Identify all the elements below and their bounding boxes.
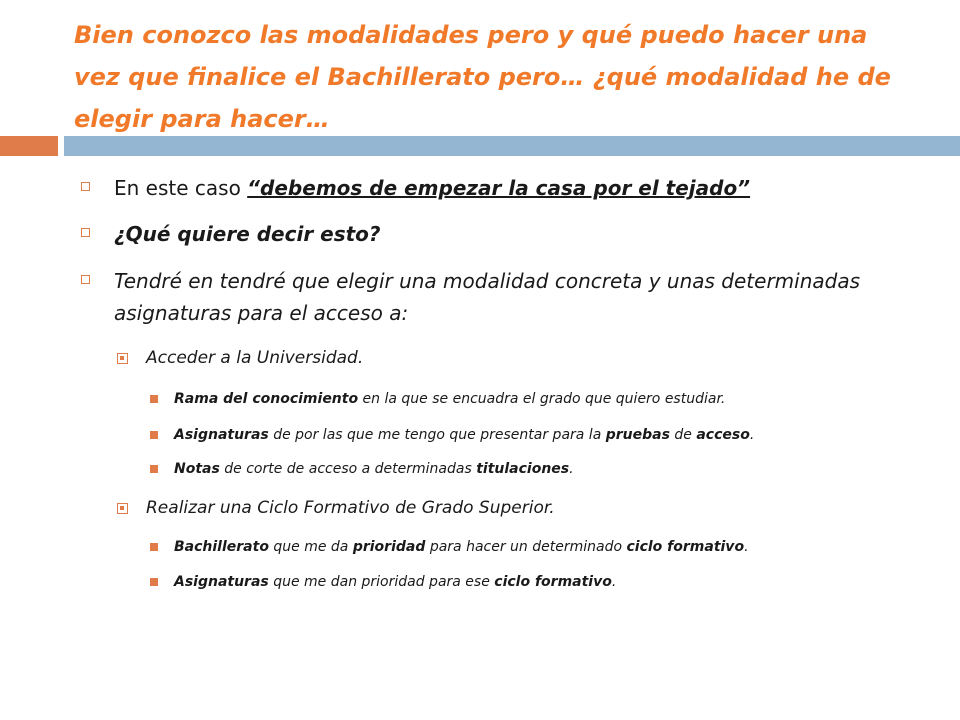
sub1-item-2-text: de por las que me tengo que presentar para la <box>268 427 606 443</box>
bullet-3-text: Tendré en tendré que elegir una modalidad concreta y unas determinadas asignaturas para el acceso a: <box>114 269 861 325</box>
sub2-item-1-bold3: ciclo formativo <box>626 539 745 555</box>
hollow-square-bullet-icon <box>81 182 90 191</box>
bullet-item-2 <box>114 218 914 250</box>
bullet-1-emphasis: “debemos de empezar la casa por el tejado” <box>247 176 751 200</box>
sub1-item-2-bold3: acceso <box>696 427 750 443</box>
sub2-item-1-bold2: prioridad <box>352 539 426 555</box>
bullet-item-3 <box>114 265 894 329</box>
sub-bullet-1-label: Acceder a la Universidad. <box>146 348 364 368</box>
sub2-item-1-bold: Bachillerato <box>174 539 269 555</box>
sub1-item-2-bold: Asignaturas <box>174 427 269 443</box>
sub1-item-3-text: de corte de acceso a determinadas <box>219 461 477 477</box>
sub-bullet-university <box>146 345 906 371</box>
hollow-square-bullet-icon <box>81 228 90 237</box>
sub1-item-2-bold2: pruebas <box>605 427 670 443</box>
sub2-item-1-text: que me da <box>268 539 353 555</box>
sub1-item-2-text2: de <box>669 427 697 443</box>
sub2-item-1-text2: para hacer un determinado <box>425 539 627 555</box>
sub2-item-1-text3: . <box>744 539 749 555</box>
sub2-item-2-bold: Asignaturas <box>174 574 269 590</box>
sub2-item-2-text2: . <box>611 574 617 590</box>
sub1-item-3 <box>174 458 934 480</box>
bullet-2-text: ¿Qué quiere decir esto? <box>114 222 381 246</box>
sub2-item-2-bold2: ciclo formativo <box>494 574 612 590</box>
sub2-item-2-text: que me dan prioridad para ese <box>268 574 495 590</box>
sub-bullet-2-label: Realizar una Ciclo Formativo de Grado Superior. <box>146 498 555 518</box>
sub1-item-1 <box>174 388 934 410</box>
filled-square-bullet-icon <box>117 353 128 364</box>
sub1-item-3-bold2: titulaciones <box>476 461 570 477</box>
sub1-item-1-bold: Rama del conocimiento <box>174 391 359 407</box>
square-bullet-icon <box>150 465 158 473</box>
square-bullet-icon <box>150 431 158 439</box>
filled-square-bullet-icon <box>117 503 128 514</box>
sub2-item-2 <box>174 571 934 593</box>
square-bullet-icon <box>150 395 158 403</box>
sub1-item-2-text3: . <box>749 427 755 443</box>
sub1-item-3-bold: Notas <box>174 461 220 477</box>
sub1-item-3-text2: . <box>569 461 574 477</box>
slide-title: Bien conozco las modalidades pero y qué puedo hacer una vez que finalice el Bachillerato pero… ¿qué modalidad he de elegir para hacer… <box>74 21 891 133</box>
sub-bullet-ciclo <box>146 495 906 521</box>
sub2-item-1 <box>174 536 934 558</box>
bullet-1-prefix: En este caso <box>114 176 248 200</box>
sub1-item-1-text: en la que se encuadra el grado que quiero estudiar. <box>358 391 726 407</box>
hollow-square-bullet-icon <box>81 275 90 284</box>
square-bullet-icon <box>150 543 158 551</box>
sub1-item-2 <box>174 424 934 446</box>
square-bullet-icon <box>150 578 158 586</box>
bullet-item-1 <box>114 172 914 204</box>
